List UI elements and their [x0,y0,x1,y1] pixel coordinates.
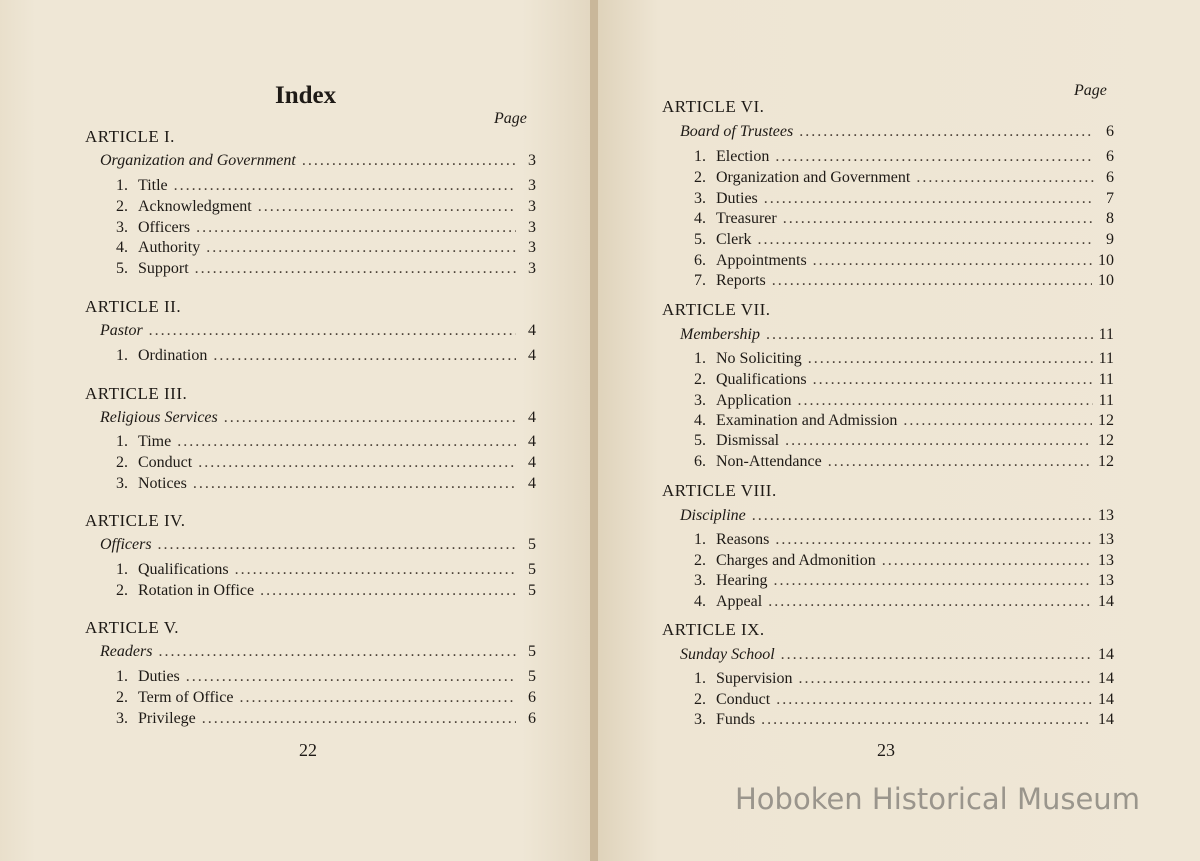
list-item[interactable]: 2. Charges and Admonition ..... 13 [694,552,1114,572]
list-item[interactable]: 1. No Soliciting ..... 11 [694,350,1114,370]
list-item[interactable]: 1. Reasons ..... 13 [694,531,1114,551]
list-item[interactable]: 1. Election ..... 6 [694,148,1114,168]
page-column-label: Page [494,110,527,127]
article-heading: ARTICLE IV. [85,511,186,530]
left-page [0,0,593,861]
index-title: Index [275,82,337,109]
list-item[interactable]: 6. Appointments ..... 10 [694,252,1114,272]
section-row[interactable]: Readers ..... 5 [100,643,536,663]
article-heading: ARTICLE IX. [662,620,765,639]
list-item[interactable]: 2. Term of Office ..... 6 [116,689,536,709]
list-item[interactable]: 3. Application ..... 11 [694,392,1114,412]
section-row[interactable]: Organization and Government ..... 3 [100,152,536,172]
list-item[interactable]: 4. Appeal ..... 14 [694,593,1114,613]
museum-watermark: Hoboken Historical Museum [735,782,1140,816]
page-number: 23 [877,740,895,760]
section-row[interactable]: Sunday School ..... 14 [680,646,1114,666]
list-item[interactable]: 1. Duties ..... 5 [116,668,536,688]
section-row[interactable]: Discipline ..... 13 [680,507,1114,527]
list-item[interactable]: 5. Dismissal ..... 12 [694,432,1114,452]
list-item[interactable]: 3. Duties ..... 7 [694,190,1114,210]
right-page [598,0,1200,861]
list-item[interactable]: 4. Examination and Admission ..... 12 [694,412,1114,432]
list-item[interactable]: 4. Treasurer ..... 8 [694,210,1114,230]
list-item[interactable]: 2. Rotation in Office ..... 5 [116,582,536,602]
article-heading: ARTICLE III. [85,384,188,403]
list-item[interactable]: 5. Clerk ..... 9 [694,231,1114,251]
section-row[interactable]: Membership ..... 11 [680,326,1114,346]
list-item[interactable]: 3. Notices ..... 4 [116,475,536,495]
list-item[interactable]: 2. Organization and Government ..... 6 [694,169,1114,189]
article-heading: ARTICLE VIII. [662,481,777,500]
list-item[interactable]: 3. Officers ..... 3 [116,219,536,239]
list-item[interactable]: 4. Authority ..... 3 [116,239,536,259]
list-item[interactable]: 6. Non-Attendance ..... 12 [694,453,1114,473]
list-item[interactable]: 2. Acknowledgment ..... 3 [116,198,536,218]
list-item[interactable]: 2. Conduct ..... 14 [694,691,1114,711]
list-item[interactable]: 3. Hearing ..... 13 [694,572,1114,592]
page-column-label: Page [1074,82,1107,99]
article-heading: ARTICLE I. [85,127,175,146]
section-row[interactable]: Officers ..... 5 [100,536,536,556]
page-number: 22 [299,740,317,760]
list-item[interactable]: 1. Ordination ..... 4 [116,347,536,367]
list-item[interactable]: 3. Funds ..... 14 [694,711,1114,731]
article-heading: ARTICLE V. [85,618,180,637]
section-row[interactable]: Pastor ..... 4 [100,322,536,342]
list-item[interactable]: 7. Reports ..... 10 [694,272,1114,292]
list-item[interactable]: 1. Title ..... 3 [116,177,536,197]
article-heading: ARTICLE II. [85,297,182,316]
list-item[interactable]: 1. Qualifications ..... 5 [116,561,536,581]
section-row[interactable]: Board of Trustees ..... 6 [680,123,1114,143]
list-item[interactable]: 2. Conduct ..... 4 [116,454,536,474]
list-item[interactable]: 1. Supervision ..... 14 [694,670,1114,690]
article-heading: ARTICLE VII. [662,300,771,319]
list-item[interactable]: 1. Time ..... 4 [116,433,536,453]
list-item[interactable]: 5. Support ..... 3 [116,260,536,280]
section-row[interactable]: Religious Services ..... 4 [100,409,536,429]
list-item[interactable]: 3. Privilege ..... 6 [116,710,536,730]
list-item[interactable]: 2. Qualifications ..... 11 [694,371,1114,391]
article-heading: ARTICLE VI. [662,97,765,116]
